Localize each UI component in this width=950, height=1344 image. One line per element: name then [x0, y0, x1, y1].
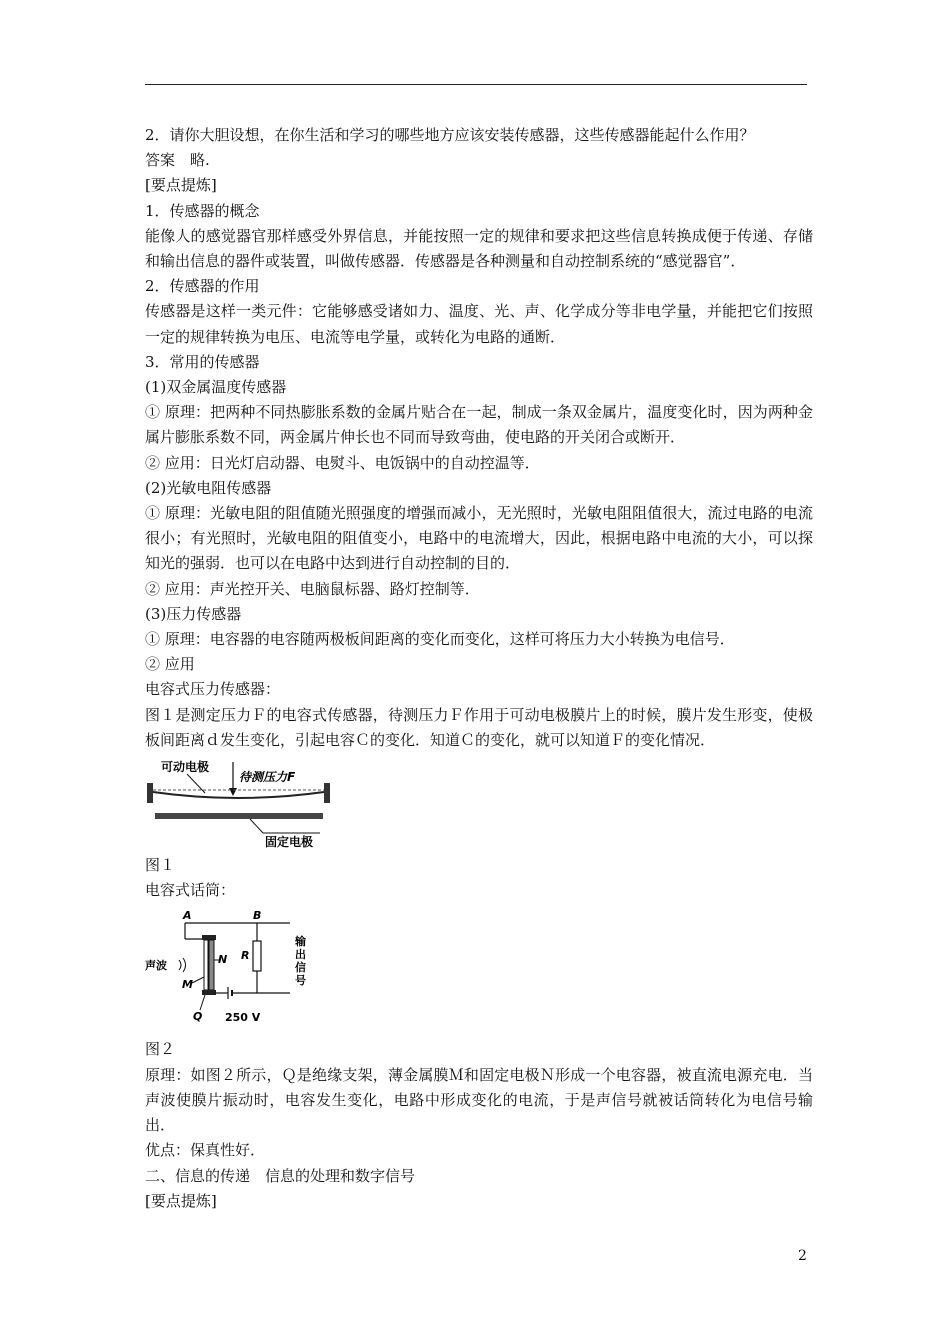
paragraph-photoresistor-application: ② 应用：声光控开关、电脑鼠标器、路灯控制等． — [145, 579, 480, 598]
figure-1-diagram — [145, 757, 345, 849]
m-leader — [192, 977, 204, 983]
fixed-electrode-leader — [250, 819, 263, 833]
fixed-electrode-plate — [155, 813, 323, 819]
paragraph-pressure-principle: ① 原理：电容器的电容随两极板间距离的变化而变化，这样可将压力大小转换为电信号． — [145, 630, 735, 649]
capacitive-microphone-heading: 电容式话筒： — [145, 881, 236, 900]
point-n-label: N — [218, 953, 228, 967]
output-signal-char-4: 号 — [295, 974, 306, 988]
fixed-electrode-label: 固定电极 — [265, 835, 314, 850]
figure-2-diagram — [145, 907, 345, 1037]
section-heading-common: 3．常用的传感器 — [145, 352, 260, 371]
membrane-top-clamp — [202, 935, 216, 940]
movable-membrane — [153, 792, 324, 798]
paragraph-bimetal-application: ② 应用：日光灯启动器、电熨斗、电饭锅中的自动控温等． — [145, 453, 540, 472]
movable-electrode-label: 可动电极 — [161, 760, 210, 775]
page-content — [145, 123, 813, 1214]
page-number: 2 — [798, 1248, 807, 1264]
output-signal-char-1: 输 — [295, 935, 306, 949]
fixed-electrode-n — [209, 940, 214, 990]
membrane-m — [204, 940, 208, 990]
output-signal-char-3: 信 — [295, 961, 306, 975]
paragraph-bimetal-principle: ① 原理：把两种不同热膨胀系数的金属片贴合在一起，制成一条双金属片，温度变化时，因为两种金属片膨胀系数不同，两金属片伸长也不同而导致弯曲，使电路的开关闭合或断开． — [145, 403, 813, 447]
point-m-label: M — [182, 978, 193, 992]
question-2: 2．请你大胆设想，在你生活和学习的哪些地方应该安装传感器，这些传感器能起什么作用？ — [145, 126, 755, 144]
paragraph-concept: 能像人的感觉器官那样感受外界信息，并能按照一定的规律和要求把这些信息转换成便于传递、存储和输出信息的器件或装置，叫做传感器．传感器是各种测量和自动控制系统的“感觉器官”． — [145, 226, 813, 271]
section-heading-function: 2．传感器的作用 — [145, 277, 260, 296]
capacitive-microphone-figure — [145, 907, 345, 1037]
force-label: 待测压力F — [239, 770, 296, 785]
point-a-label: A — [183, 909, 192, 923]
subheading-photoresistor: (2)光敏电阻传感器 — [145, 478, 272, 497]
sound-wave-icon — [179, 960, 181, 970]
sound-wave-label: 声波 — [145, 959, 167, 973]
q-leader — [200, 995, 205, 1010]
subheading-pressure: (3)压力传感器 — [145, 604, 242, 623]
answer: 答案 略. — [145, 151, 210, 170]
right-support — [324, 783, 330, 803]
header-rule — [145, 84, 807, 85]
point-b-label: B — [253, 909, 262, 923]
output-signal-char-2: 出 — [295, 948, 306, 962]
key-points-heading: [要点提炼] — [145, 176, 217, 195]
subheading-bimetal: (1)双金属温度传感器 — [145, 378, 287, 397]
figure-2-caption: 图２ — [145, 1040, 176, 1059]
point-q-label: Q — [193, 1010, 203, 1024]
force-arrowhead — [229, 788, 237, 796]
section-heading-information: 二、信息的传递 信息的处理和数字信号 — [145, 1166, 416, 1185]
paragraph-function: 传感器是这样一类元件：它能够感受诸如力、温度、光、声、化学成分等非电学量，并能把它们按照一定的规律转换为电压、电流等电学量，或转化为电路的通断． — [145, 302, 813, 346]
sound-wave-icon-outer — [183, 958, 186, 972]
capacitive-pressure-heading: 电容式压力传感器： — [145, 680, 281, 699]
key-points-heading-2: [要点提炼] — [145, 1191, 217, 1210]
paragraph-microphone-advantage: 优点：保真性好． — [145, 1141, 266, 1160]
resistor-r — [253, 941, 261, 971]
figure-1-caption: 图１ — [145, 856, 176, 875]
capacitive-pressure-sensor-figure — [145, 757, 345, 849]
section-heading-concept: 1．传感器的概念 — [145, 201, 260, 220]
voltage-label: 250 V — [225, 1011, 261, 1025]
paragraph-figure1-description: 图１是测定压力Ｆ的电容式传感器，待测压力Ｆ作用于可动电极膜片上的时候，膜片发生形变，使极板间距离ｄ发生变化，引起电容Ｃ的变化．知道Ｃ的变化，就可以知道Ｆ的变化情况． — [145, 705, 813, 749]
membrane-bottom-clamp — [202, 990, 216, 995]
paragraph-microphone-principle: 原理：如图２所示，Ｑ是绝缘支架，薄金属膜Ｍ和固定电极Ｎ形成一个电容器，被直流电源充电．当声波使膜片振动时，电容发生变化，电路中形成变化的电流，于是声信号就被话筒转化为电信号输出． — [145, 1065, 813, 1135]
paragraph-pressure-application: ② 应用 — [145, 655, 195, 674]
paragraph-photoresistor-principle: ① 原理：光敏电阻的阻值随光照强度的增强而减小，无光照时，光敏电阻阻值很大，流过电路的电流很小；有光照时，光敏电阻的阻值变小，电路中的电流增大，因此，根据电路中电流的大小，可以探知光的强弱．也可以在电路中达到进行自动控制的目的． — [145, 504, 813, 573]
left-support — [147, 783, 153, 803]
point-r-label: R — [241, 949, 250, 963]
